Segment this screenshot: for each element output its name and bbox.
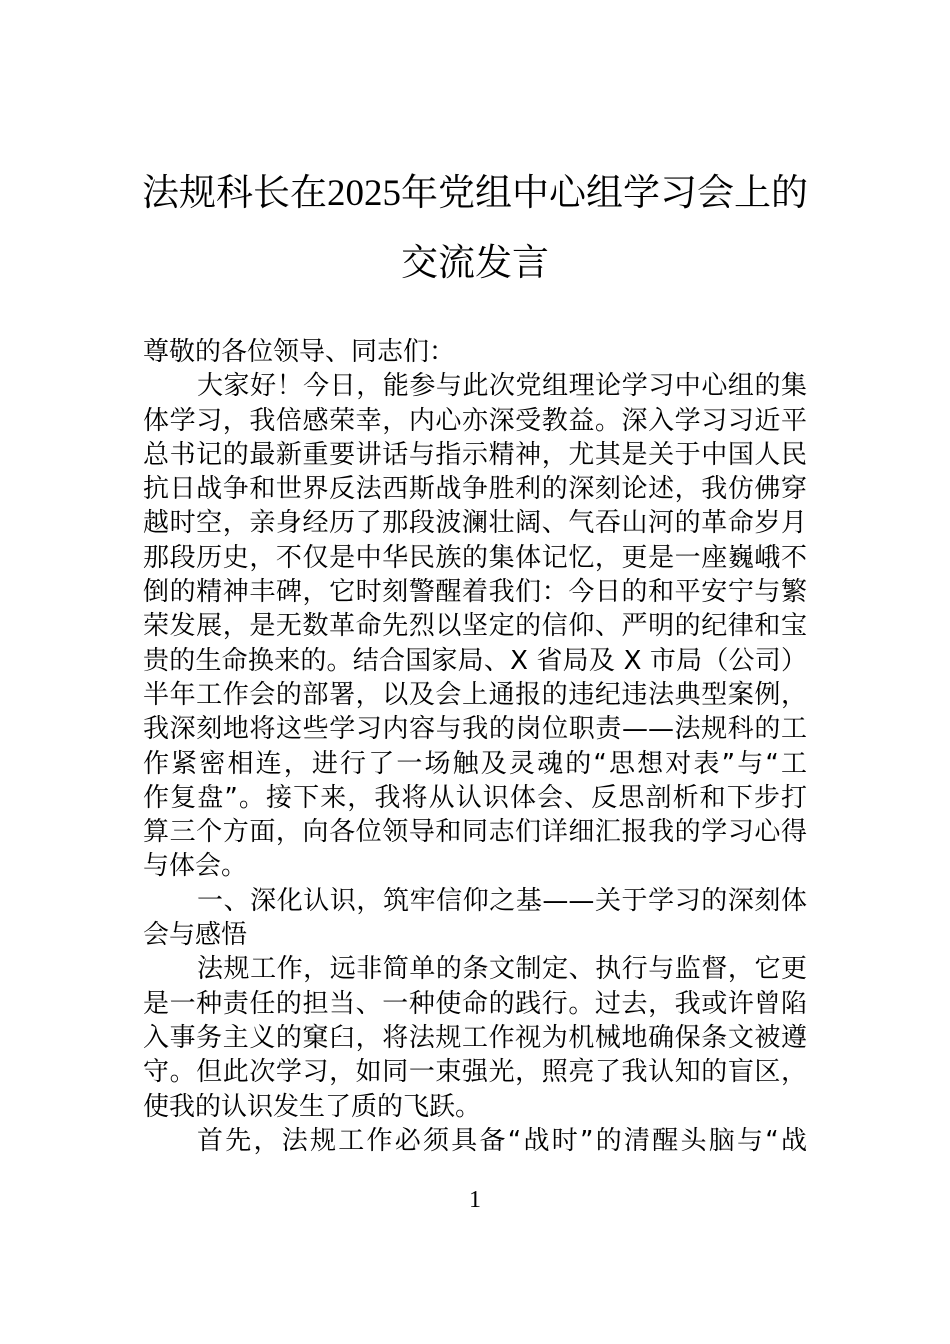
text-line: 尊敬的各位领导、同志们： [143, 337, 456, 367]
text-line: 贵的生命换来的。结合国家局、X 省局及 X 市局（公司） [143, 645, 807, 676]
paragraph [143, 952, 807, 1123]
text-line: 越时空，亲身经历了那段波澜壮阔、气吞山河的革命岁月 [143, 508, 807, 539]
text-line: 抗日战争和世界反法西斯战争胜利的深刻论述，我仿佛穿 [143, 474, 807, 505]
text-line: 入事务主义的窠臼，将法规工作视为机械地确保条文被遵 [143, 1022, 807, 1053]
document-title-line-1: 法规科长在2025年党组中心组学习会上的 [142, 173, 808, 214]
paragraph [143, 369, 807, 883]
page-number: 1 [469, 1187, 481, 1213]
text-line: 那段历史，不仅是中华民族的集体记忆，更是一座巍峨不 [143, 542, 807, 573]
text-line: 首先，法规工作必须具备“战时”的清醒头脑与“战 [197, 1125, 807, 1156]
document-body [143, 335, 807, 1158]
text-line: 倒的精神丰碑，它时刻警醒着我们：今日的和平安宁与繁 [143, 577, 807, 608]
document-title-line-2: 交流发言 [401, 243, 549, 284]
text-line: 大家好！今日，能参与此次党组理论学习中心组的集 [197, 371, 807, 402]
text-line: 法规工作，远非简单的条文制定、执行与监督，它更 [197, 954, 807, 985]
text-line: 守。但此次学习，如同一束强光，照亮了我认知的盲区， [143, 1057, 807, 1088]
paragraph [143, 1124, 807, 1158]
paragraph [143, 884, 807, 953]
text-line: 作复盘”。接下来，我将从认识体会、反思剖析和下步打 [143, 782, 807, 813]
text-line: 一、深化认识，筑牢信仰之基——关于学习的深刻体 [197, 885, 807, 916]
text-line: 是一种责任的担当、一种使命的践行。过去，我或许曾陷 [143, 988, 807, 1019]
text-line: 半年工作会的部署，以及会上通报的违纪违法典型案例， [143, 679, 807, 710]
text-line: 会与感悟 [143, 920, 248, 951]
text-line: 使我的认识发生了质的飞跃。 [143, 1091, 482, 1122]
text-line: 算三个方面，向各位领导和同志们详细汇报我的学习心得 [143, 817, 807, 848]
text-line: 我深刻地将这些学习内容与我的岗位职责——法规科的工 [143, 714, 807, 745]
text-line: 体学习，我倍感荣幸，内心亦深受教益。深入学习习近平 [143, 405, 807, 436]
text-line: 作紧密相连，进行了一场触及灵魂的“思想对表”与“工 [143, 748, 807, 779]
text-line: 与体会。 [143, 851, 248, 882]
text-line: 荣发展，是无数革命先烈以坚定的信仰、严明的纪律和宝 [143, 611, 807, 642]
text-line: 总书记的最新重要讲话与指示精神，尤其是关于中国人民 [143, 439, 807, 470]
paragraph [143, 335, 807, 369]
